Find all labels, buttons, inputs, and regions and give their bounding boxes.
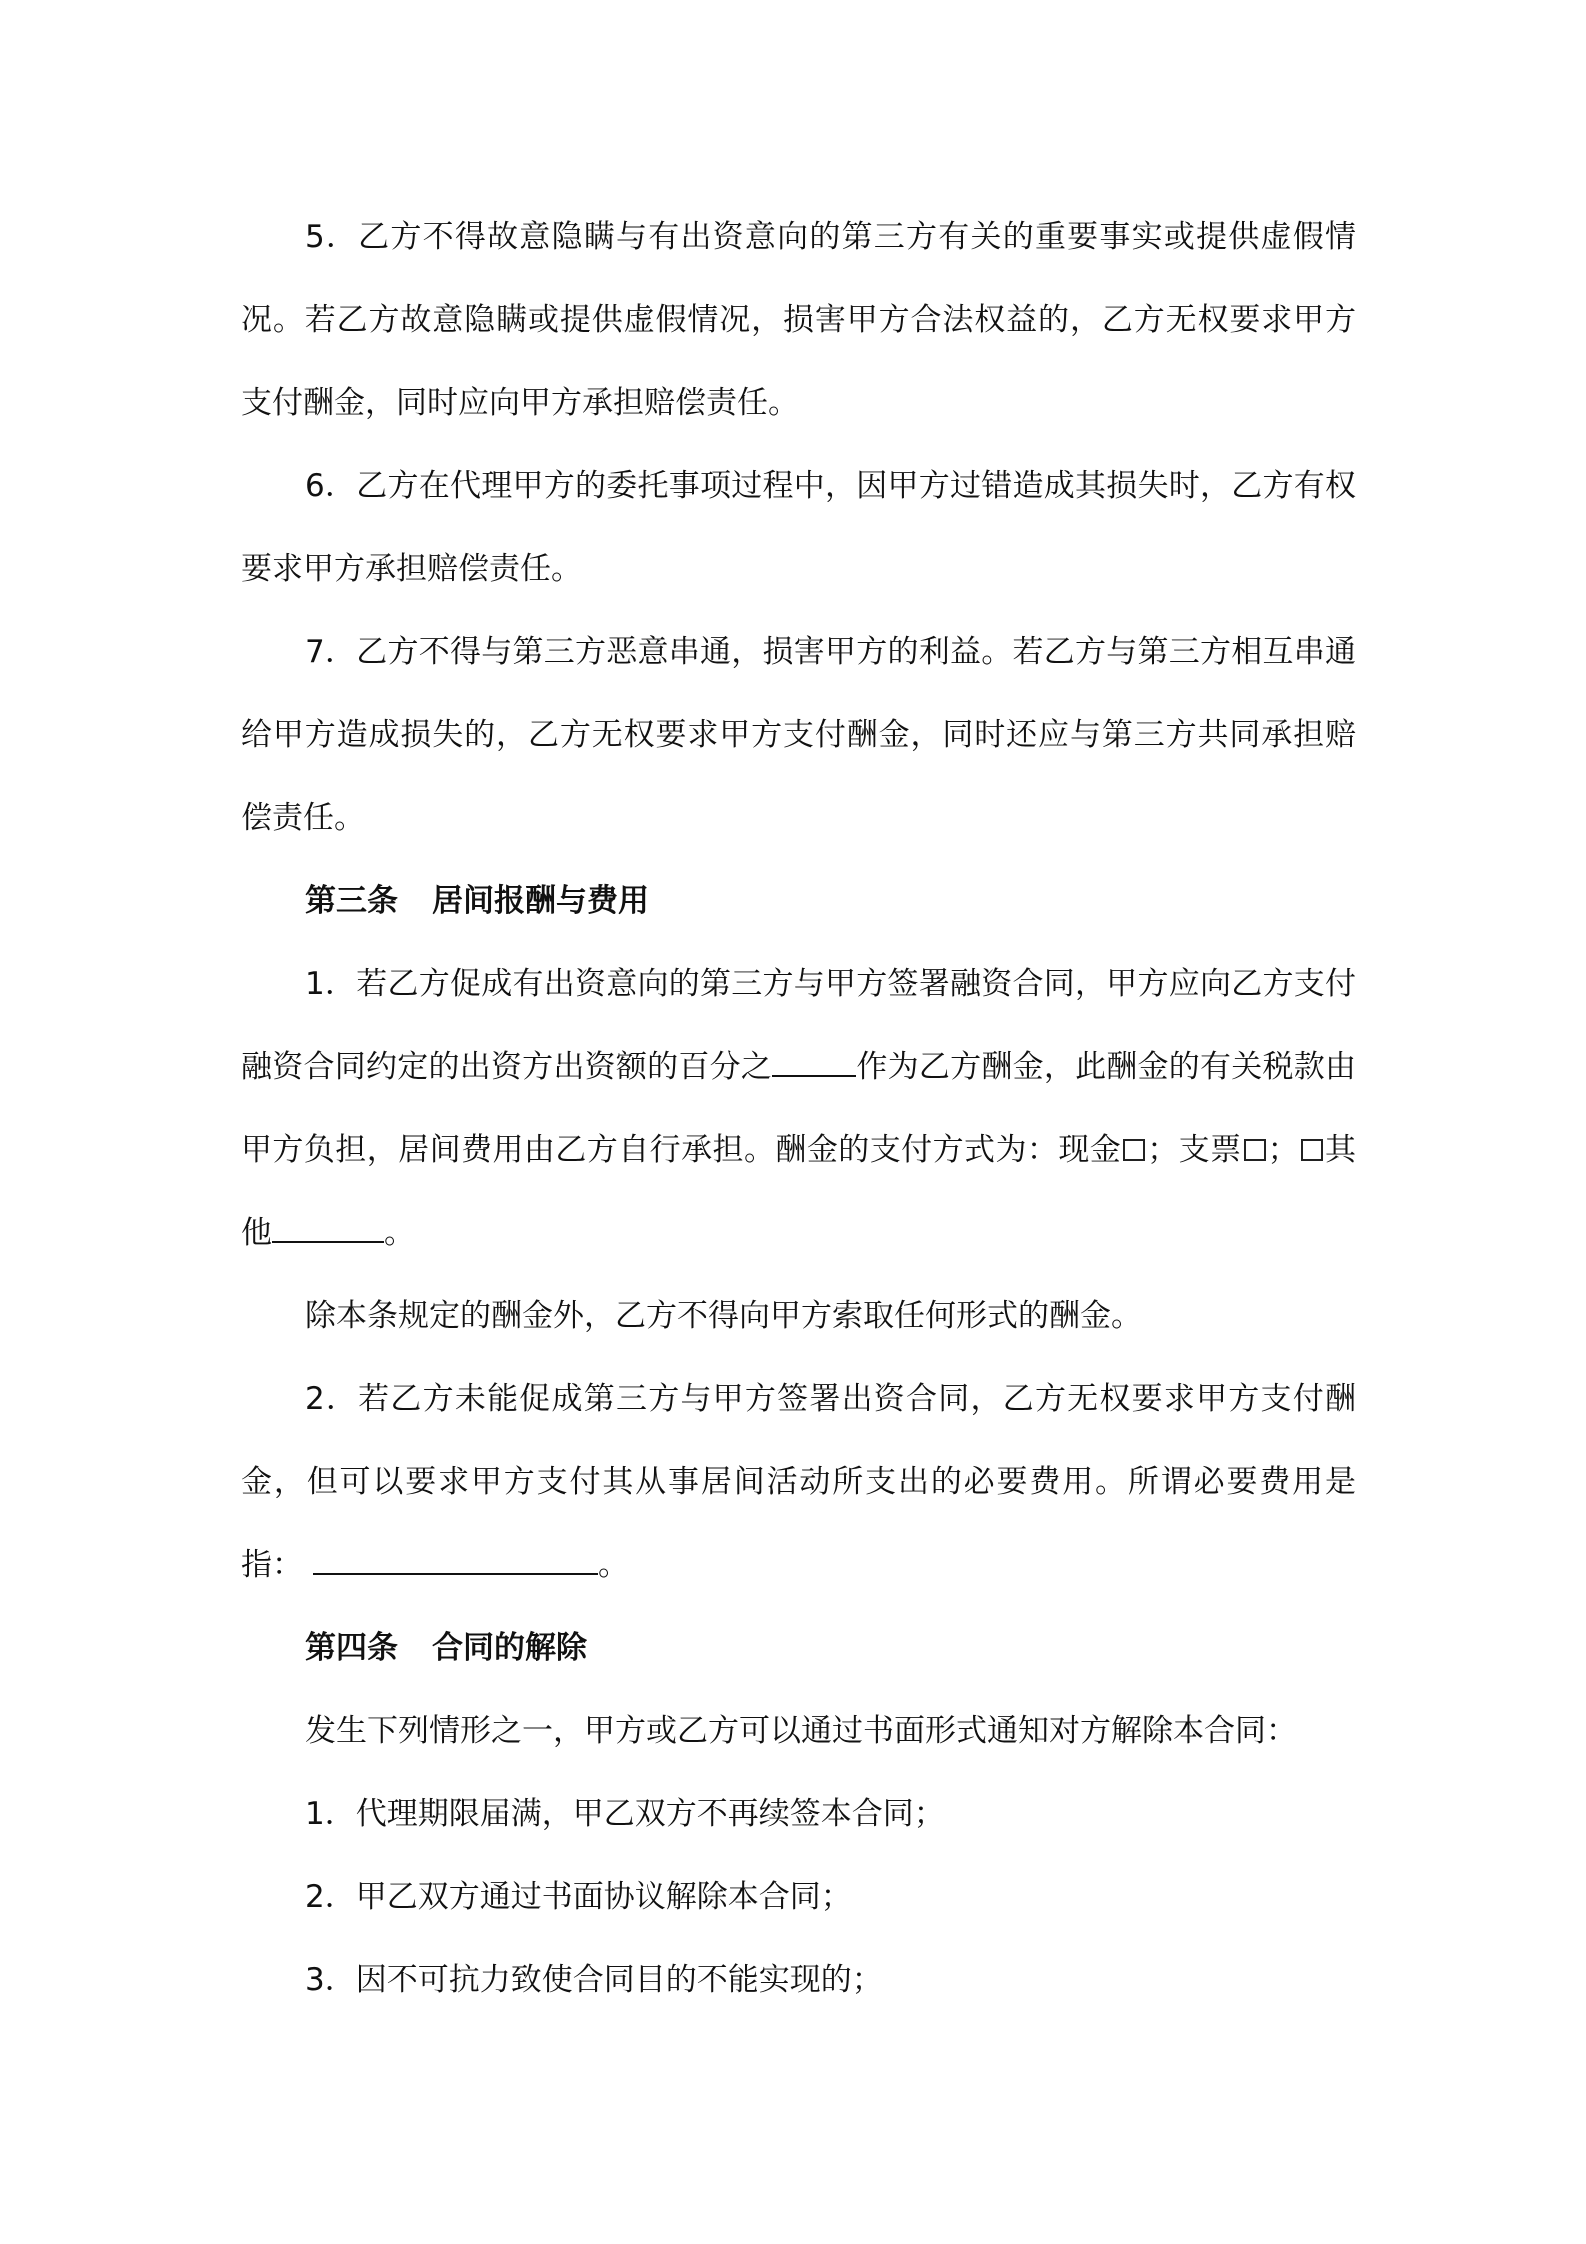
cash-checkbox[interactable]: [1123, 1139, 1145, 1161]
clause-1-sep-1: ；支票: [1147, 1132, 1242, 1168]
clause-1-sep-2: ；: [1267, 1132, 1299, 1168]
article-4-number: 第四条: [305, 1630, 398, 1666]
other-checkbox[interactable]: [1301, 1139, 1323, 1161]
article-3-extra: 除本条规定的酬金外，乙方不得向甲方索取任何形式的酬金。: [305, 1298, 1142, 1334]
termination-item-2: 2．甲乙双方通过书面协议解除本合同；: [305, 1879, 852, 1915]
other-label: 其他: [241, 1132, 1356, 1251]
termination-item-3: 3．因不可抗力致使合同目的不能实现的；: [305, 1962, 883, 1998]
clause-7: 7．乙方不得与第三方恶意串通，损害甲方的利益。若乙方与第三方相互串通给甲方造成损失的，乙方无权要求甲方支付酬金，同时还应与第三方共同承担赔偿责任。: [241, 634, 1356, 836]
article-4-intro: 发生下列情形之一，甲方或乙方可以通过书面形式通知对方解除本合同：: [305, 1713, 1297, 1749]
article-3-clause-2: [241, 1358, 1356, 1607]
termination-item-1: 1．代理期限届满，甲乙双方不再续签本合同；: [305, 1796, 945, 1832]
clause-1-text-b: 作为乙方酬金，此酬金的有关税款由甲方负担，居间费用由乙方自行承担。酬金的支付方式为：现金: [241, 1049, 1357, 1168]
cheque-checkbox[interactable]: [1244, 1139, 1266, 1161]
article-3-heading: [241, 860, 1356, 943]
other-method-blank[interactable]: [272, 1213, 384, 1243]
article-3-clause-1: [241, 943, 1356, 1275]
clause-1-text-a: 1．若乙方促成有出资意向的第三方与甲方签署融资合同，甲方应向乙方支付融资合同约定的出资方出资额的百分之: [241, 966, 1356, 1085]
clause-2-text: 2．若乙方未能促成第三方与甲方签署出资合同，乙方无权要求甲方支付酬金，但可以要求甲方支付其从事居间活动所支出的必要费用。所谓必要费用是指：: [241, 1381, 1356, 1583]
article-3-number: 第三条: [305, 883, 398, 919]
article-4-heading: [241, 1607, 1356, 1690]
article-4-title: 合同的解除: [432, 1630, 587, 1666]
necessary-fees-blank[interactable]: [313, 1545, 598, 1575]
document-body: [241, 196, 1356, 2022]
clause-5: 5．乙方不得故意隐瞒与有出资意向的第三方有关的重要事实或提供虚假情况。若乙方故意隐瞒或提供虚假情况，损害甲方合法权益的，乙方无权要求甲方支付酬金，同时应向甲方承担赔偿责任。: [241, 219, 1356, 421]
clause-1-end: 。: [384, 1215, 415, 1251]
percentage-blank[interactable]: [772, 1047, 856, 1077]
clause-6: 6．乙方在代理甲方的委托事项过程中，因甲方过错造成其损失时，乙方有权要求甲方承担赔偿责任。: [241, 468, 1356, 587]
clause-2-end: 。: [598, 1547, 629, 1583]
article-3-title: 居间报酬与费用: [432, 883, 649, 919]
